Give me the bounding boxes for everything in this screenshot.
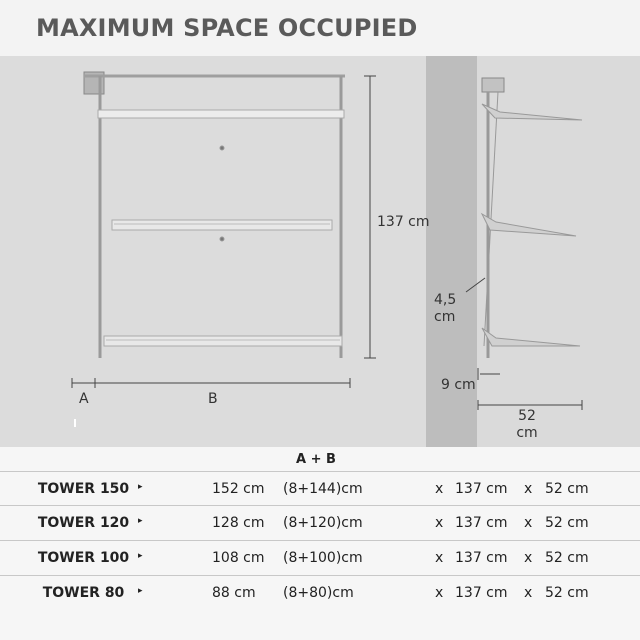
table-row xyxy=(0,540,640,574)
depth-value: 52 cm xyxy=(545,515,589,531)
gap-label: 9 cm xyxy=(441,377,476,393)
height-value: 137 cm xyxy=(455,585,508,601)
height-value: 137 cm xyxy=(455,550,508,566)
width-value: 108 cm xyxy=(212,550,265,566)
top-shelf xyxy=(98,110,344,118)
table-row xyxy=(0,575,640,609)
width-formula: (8+100)cm xyxy=(283,550,363,566)
height-label: 137 cm xyxy=(377,214,430,230)
depth-label: 52 cm xyxy=(516,408,538,441)
height-value: 137 cm xyxy=(455,515,508,531)
model-name: TOWER 80 xyxy=(42,585,125,601)
width-formula: (8+80)cm xyxy=(283,585,354,601)
width-value: 128 cm xyxy=(212,515,265,531)
dimensions-table xyxy=(0,447,640,640)
height-value: 137 cm xyxy=(455,481,508,497)
times-sign: x xyxy=(524,481,533,497)
times-sign: x xyxy=(435,550,444,566)
times-sign: x xyxy=(524,515,533,531)
front-view-rack xyxy=(84,72,345,358)
width-value: 152 cm xyxy=(212,481,265,497)
table-header xyxy=(0,447,640,471)
times-sign: x xyxy=(524,550,533,566)
times-sign: x xyxy=(435,585,444,601)
width-formula: (8+144)cm xyxy=(283,481,363,497)
width-dimension-line xyxy=(72,378,350,388)
arrow-icon: ▸ xyxy=(138,551,143,561)
table-row xyxy=(0,471,640,505)
width-formula: (8+120)cm xyxy=(283,515,363,531)
bottom-shelf xyxy=(104,336,342,346)
b-label: B xyxy=(208,391,218,407)
table-header-label: A + B xyxy=(296,452,336,467)
drying-rack-diagram xyxy=(0,56,640,447)
side-view-rack xyxy=(482,78,582,358)
model-name: TOWER 120 xyxy=(37,515,130,531)
depth-value: 52 cm xyxy=(545,550,589,566)
depth-value: 52 cm xyxy=(545,481,589,497)
arrow-icon: ▸ xyxy=(138,516,143,526)
times-sign: x xyxy=(435,515,444,531)
times-sign: x xyxy=(524,585,533,601)
width-value: 88 cm xyxy=(212,585,256,601)
middle-shelf xyxy=(112,220,332,230)
height-dimension-line xyxy=(364,76,376,358)
offset-label: 4,5 cm xyxy=(434,292,457,325)
table-row xyxy=(0,505,640,539)
a-label: A xyxy=(79,391,89,407)
page-title: MAXIMUM SPACE OCCUPIED xyxy=(36,14,418,42)
model-name: TOWER 150 xyxy=(37,481,130,497)
hanger-knob xyxy=(220,237,224,241)
header xyxy=(0,0,640,56)
arrow-icon: ▸ xyxy=(138,586,143,596)
model-name: TOWER 100 xyxy=(37,550,130,566)
hanger-knob xyxy=(220,146,224,150)
times-sign: x xyxy=(435,481,444,497)
arrow-icon: ▸ xyxy=(138,482,143,492)
depth-value: 52 cm xyxy=(545,585,589,601)
marker xyxy=(74,419,76,427)
